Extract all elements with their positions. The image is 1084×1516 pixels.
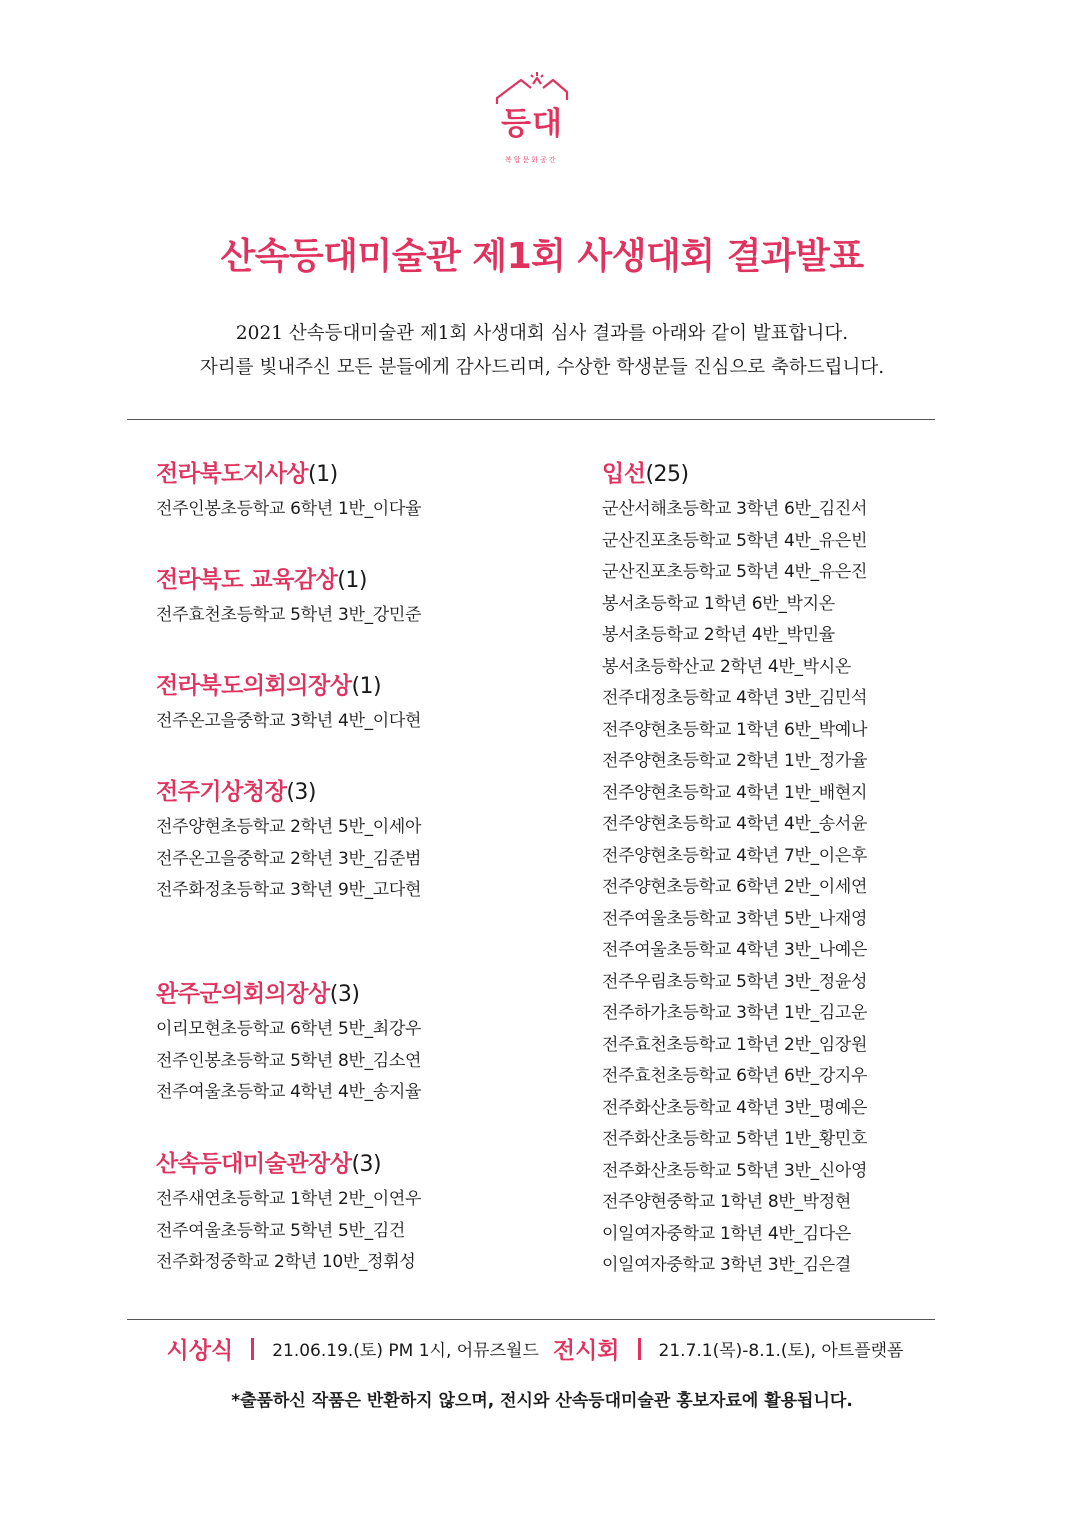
winner-item: 군산진포초등학교 5학년 4반_유은빈 bbox=[602, 530, 868, 551]
award-count: (25) bbox=[645, 462, 689, 487]
winner-item: 전주양현초등학교 4학년 7반_이은후 bbox=[602, 845, 868, 866]
footnote: *출품하신 작품은 반환하지 않으며, 전시와 산속등대미술관 홍보자료에 활용됩니다. bbox=[231, 1391, 853, 1411]
separator-bar bbox=[638, 1338, 641, 1360]
winner-item: 전주양현초등학교 2학년 1반_정가율 bbox=[602, 751, 868, 771]
ceremony-label: 시상식 bbox=[166, 1338, 234, 1364]
top-divider bbox=[127, 419, 935, 420]
intro-line: 2021 산속등대미술관 제1회 사생대회 심사 결과를 아래와 같이 발표합니다. bbox=[235, 323, 849, 344]
exhibit-info: 21.7.1(목)-8.1.(토), 아트플랫폼 bbox=[658, 1341, 904, 1361]
intro-text bbox=[0, 317, 1084, 385]
logo bbox=[487, 70, 583, 170]
winner-item: 전주화산초등학교 4학년 3반_명예은 bbox=[602, 1097, 868, 1118]
winner-item: 전주양현초등학교 4학년 1반_배현지 bbox=[602, 782, 868, 803]
award-title bbox=[156, 454, 421, 494]
winner-item: 이일여자중학교 3학년 3반_김은결 bbox=[602, 1255, 852, 1275]
winner-item: 전주여울초등학교 4학년 4반_송지율 bbox=[156, 1082, 422, 1102]
winner-item: 전주여울초등학교 5학년 5반_김건 bbox=[156, 1220, 406, 1241]
award-title bbox=[156, 974, 421, 1014]
award-title bbox=[156, 772, 421, 812]
winner-item: 군산서해초등학교 3학년 6반_김진서 bbox=[602, 499, 868, 519]
bottom-divider bbox=[127, 1319, 935, 1320]
winner-item: 봉서초등학교 1학년 6반_박지온 bbox=[602, 593, 835, 614]
winner-item: 전주인봉초등학교 6학년 1반_이다율 bbox=[156, 499, 422, 519]
award-section bbox=[602, 454, 867, 1282]
winner-item: 전주양현초등학교 2학년 5반_이세아 bbox=[156, 817, 422, 837]
award-count: (1) bbox=[351, 674, 382, 699]
winner-item: 이일여자중학교 1학년 4반_김다은 bbox=[602, 1223, 852, 1244]
winner-item: 봉서초등학교 2학년 4반_박민율 bbox=[602, 625, 835, 645]
winner-item: 전주화산초등학교 5학년 3반_신아영 bbox=[602, 1160, 868, 1181]
logo-name: 등대 bbox=[501, 106, 563, 142]
award-name: 전주기상청장 bbox=[156, 779, 287, 805]
award-section bbox=[156, 560, 421, 632]
page-title: 산속등대미술관 제1회 사생대회 결과발표 bbox=[220, 236, 864, 277]
award-title bbox=[602, 454, 867, 494]
winner-item: 전주여울초등학교 3학년 5반_나재영 bbox=[602, 908, 868, 929]
award-count: (1) bbox=[308, 462, 338, 487]
exhibit-label: 전시회 bbox=[552, 1338, 620, 1364]
award-section bbox=[156, 772, 421, 907]
winner-item: 전주온고을중학교 2학년 3반_김준범 bbox=[156, 848, 422, 869]
winner-item: 전주우림초등학교 5학년 3반_정윤성 bbox=[602, 971, 868, 992]
award-name: 산속등대미술관장상 bbox=[156, 1151, 352, 1177]
award-title bbox=[156, 666, 421, 706]
winner-item: 전주효천초등학교 5학년 3반_강민준 bbox=[156, 605, 422, 625]
award-count: (1) bbox=[337, 568, 367, 593]
award-name: 완주군의회의장상 bbox=[156, 981, 330, 1007]
winner-item: 전주여울초등학교 4학년 3반_나예은 bbox=[602, 940, 868, 960]
award-count: (3) bbox=[286, 780, 316, 805]
winner-item: 전주양현초등학교 1학년 6반_박예나 bbox=[602, 719, 868, 740]
winner-item: 전주하가초등학교 3학년 1반_김고운 bbox=[602, 1003, 868, 1023]
winner-item: 전주양현중학교 1학년 8반_박정현 bbox=[602, 1192, 852, 1212]
winner-item: 봉서초등학산교 2학년 4반_박시온 bbox=[602, 656, 852, 677]
winner-item: 전주효천초등학교 1학년 2반_임장원 bbox=[602, 1034, 868, 1055]
award-section bbox=[156, 974, 421, 1109]
winner-item: 전주화정초등학교 3학년 9반_고다현 bbox=[156, 880, 422, 900]
award-title bbox=[156, 1144, 421, 1184]
winner-item: 전주양현초등학교 4학년 4반_송서윤 bbox=[602, 814, 868, 834]
winner-item: 전주양현초등학교 6학년 2반_이세연 bbox=[602, 877, 868, 897]
winner-item: 이리모현초등학교 6학년 5반_최강우 bbox=[156, 1019, 422, 1039]
award-title bbox=[156, 560, 421, 600]
winner-item: 전주온고을중학교 3학년 4반_이다현 bbox=[156, 711, 422, 731]
award-name: 전라북도지사상 bbox=[156, 461, 309, 487]
award-section bbox=[156, 1144, 421, 1279]
winner-item: 전주대정초등학교 4학년 3반_김민석 bbox=[602, 688, 868, 708]
logo-tagline: 복합문화공간 bbox=[505, 156, 558, 164]
award-section bbox=[156, 666, 421, 738]
winner-item: 전주화산초등학교 5학년 1반_황민호 bbox=[602, 1129, 868, 1149]
award-name: 입선 bbox=[602, 461, 646, 487]
ceremony-info: 21.06.19.(토) PM 1시, 어뮤즈월드 bbox=[272, 1341, 539, 1361]
award-count: (3) bbox=[351, 1152, 382, 1177]
winner-item: 전주인봉초등학교 5학년 8반_김소연 bbox=[156, 1050, 422, 1071]
award-name: 전라북도 교육감상 bbox=[156, 567, 338, 593]
winner-item: 군산진포초등학교 5학년 4반_유은진 bbox=[602, 562, 868, 582]
winner-item: 전주화정중학교 2학년 10반_정휘성 bbox=[156, 1252, 416, 1272]
separator-bar bbox=[251, 1338, 254, 1360]
event-info bbox=[0, 1332, 1084, 1365]
winner-item: 전주새연초등학교 1학년 2반_이연우 bbox=[156, 1189, 422, 1209]
award-count: (3) bbox=[329, 982, 360, 1007]
intro-line: 자리를 빛내주신 모든 분들에게 감사드리며, 수상한 학생분들 진심으로 축하드립니다. bbox=[199, 357, 885, 378]
award-name: 전라북도의회의장상 bbox=[156, 673, 352, 699]
winner-item: 전주효천초등학교 6학년 6반_강지우 bbox=[602, 1066, 868, 1086]
award-section bbox=[156, 454, 421, 526]
